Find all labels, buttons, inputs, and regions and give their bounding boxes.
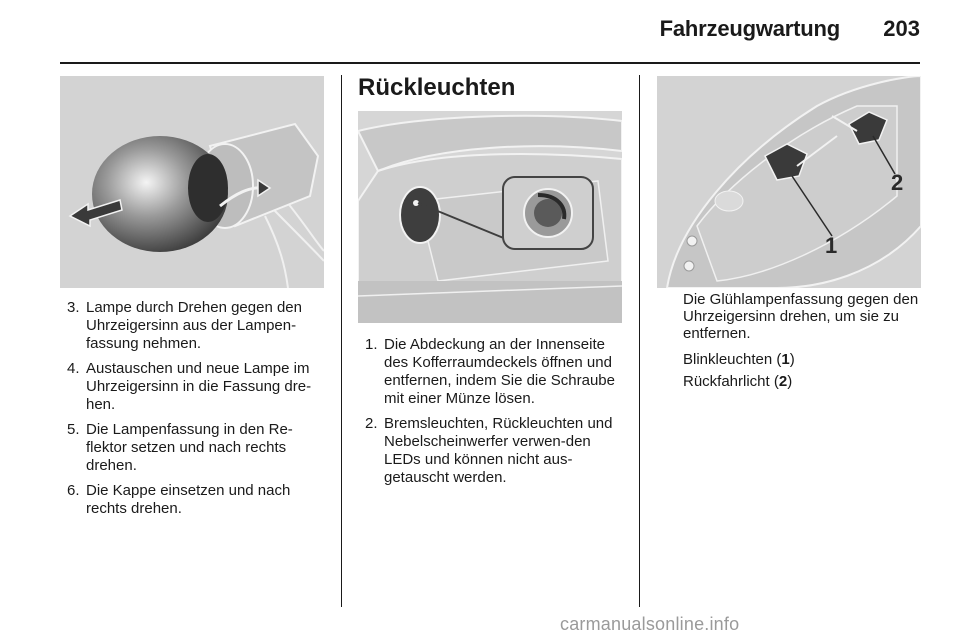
legend-item-2 [683,373,923,390]
list-item [60,482,330,518]
step-text: Die Abdeckung an der Innenseite des Kofferraumdeckels öffnen und entfernen, indem Sie die Schraube mit einer Münze lösen. [384,336,615,407]
legend-number: 1 [781,351,790,368]
legend-suffix: ) [789,351,795,368]
callout-1: 1 [825,233,838,258]
step-text: Die Lampenfassung in den Re-flektor setzen und nach rechts drehen. [86,421,293,474]
column-divider-right [639,75,640,607]
column-divider-left [341,75,342,607]
step-number: 6. [67,482,80,499]
header-divider [60,62,920,64]
step-number: 5. [67,421,80,438]
list-item [60,360,330,414]
list-item [358,336,630,408]
list-item [60,299,330,353]
section-heading: Rückleuchten [358,74,516,101]
step-text: Lampe durch Drehen gegen den Uhrzeigersinn aus der Lampen-fassung nehmen. [86,299,302,352]
tail-light-sockets-illustration [657,76,921,288]
step-number: 2. [365,415,378,432]
page-title: Fahrzeugwartung [659,16,840,41]
step-number: 3. [67,299,80,316]
step-number: 4. [67,360,80,377]
watermark: carmanualsonline.info [560,614,740,634]
legend-label: Rückfahrlicht ( [683,373,779,390]
page-number: 203 [883,16,920,41]
legend-suffix: ) [787,373,793,390]
step-text: Bremsleuchten, Rückleuchten und Nebelscheinwerfer verwen-den LEDs und können nicht aus-getauscht werden. [384,415,613,486]
left-step-list [60,299,330,525]
trunk-lid-cover-screw-illustration [358,111,622,323]
step-number: 1. [365,336,378,353]
bulb-removal-illustration [60,76,324,288]
legend-label: Blinkleuchten ( [683,351,782,368]
callout-2: 2 [891,170,904,195]
list-item [358,415,630,487]
legend-number: 2 [778,373,788,390]
list-item [60,421,330,475]
legend-item-1 [683,351,923,368]
step-text: Austauschen und neue Lampe im Uhrzeigersinn in die Fassung dre-hen. [86,360,312,413]
right-intro-text: Die Glühlampenfassung gegen den Uhrzeigersinn drehen, um sie zu entfernen. [683,291,919,342]
step-text: Die Kappe einsetzen und nach rechts drehen. [86,482,291,517]
middle-step-list [358,336,630,494]
